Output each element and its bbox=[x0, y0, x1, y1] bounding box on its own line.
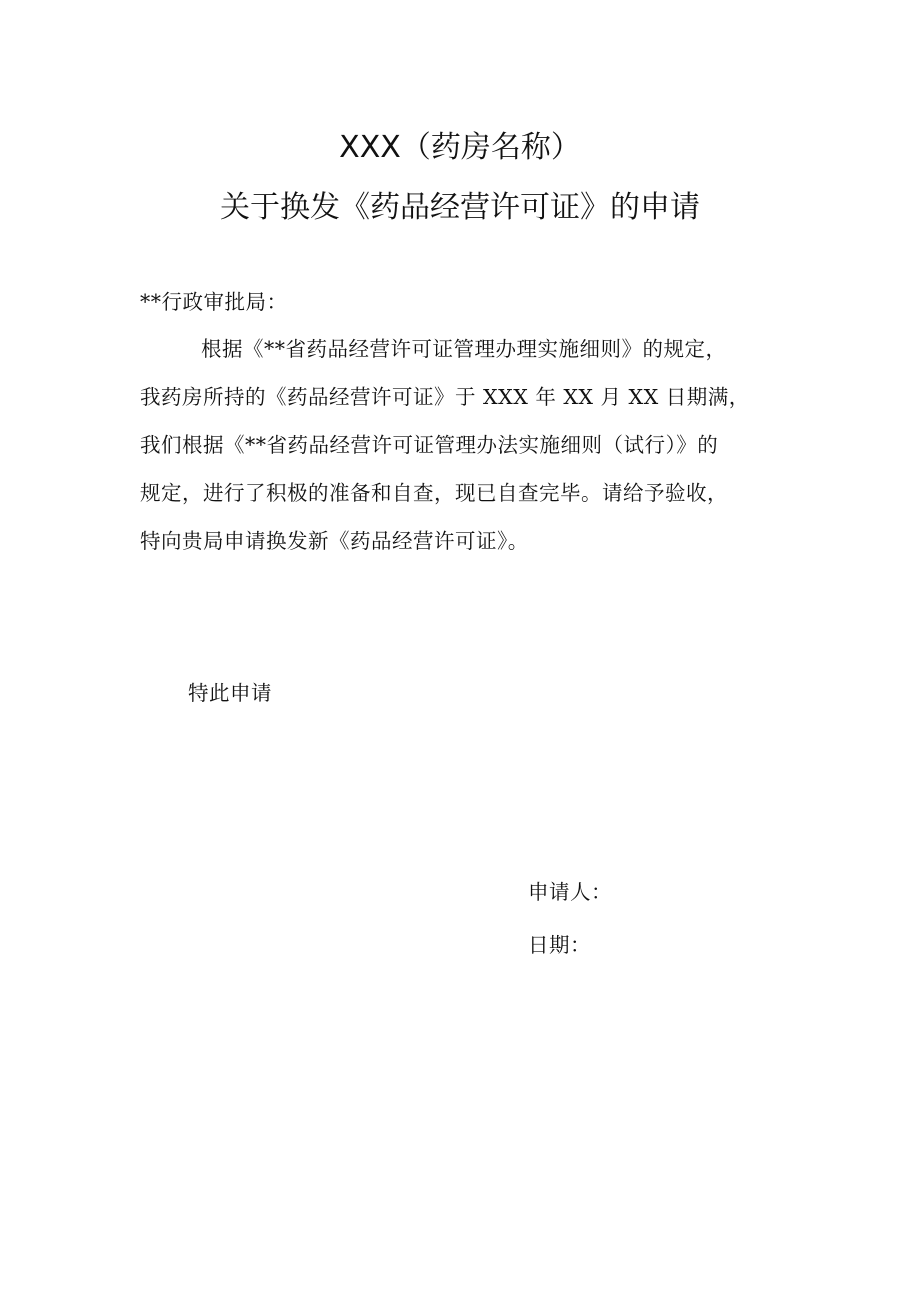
closing-statement: 特此申请 bbox=[188, 681, 272, 705]
body-line: 我们根据《**省药品经营许可证管理办法实施细则（试行）》的 bbox=[140, 433, 719, 457]
body-line: 特向贵局申请换发新《药品经营许可证》。 bbox=[140, 529, 529, 553]
salutation: **行政审批局： bbox=[140, 290, 288, 314]
date-label: 日期： bbox=[528, 933, 591, 957]
body-paragraph bbox=[140, 334, 820, 574]
applicant-label: 申请人： bbox=[528, 880, 612, 904]
document-title-line1: XXX（药房名称） bbox=[339, 130, 581, 165]
document-title-line2: 关于换发《药品经营许可证》的申请 bbox=[220, 190, 700, 225]
body-line: 根据《**省药品经营许可证管理办理实施细则》的规定， bbox=[201, 337, 727, 361]
body-line: 规定，进行了积极的准备和自查，现已自查完毕。请给予验收， bbox=[140, 481, 728, 505]
body-line: 我药房所持的《药品经营许可证》于 XXX 年 XX 月 XX 日期满， bbox=[140, 385, 750, 409]
